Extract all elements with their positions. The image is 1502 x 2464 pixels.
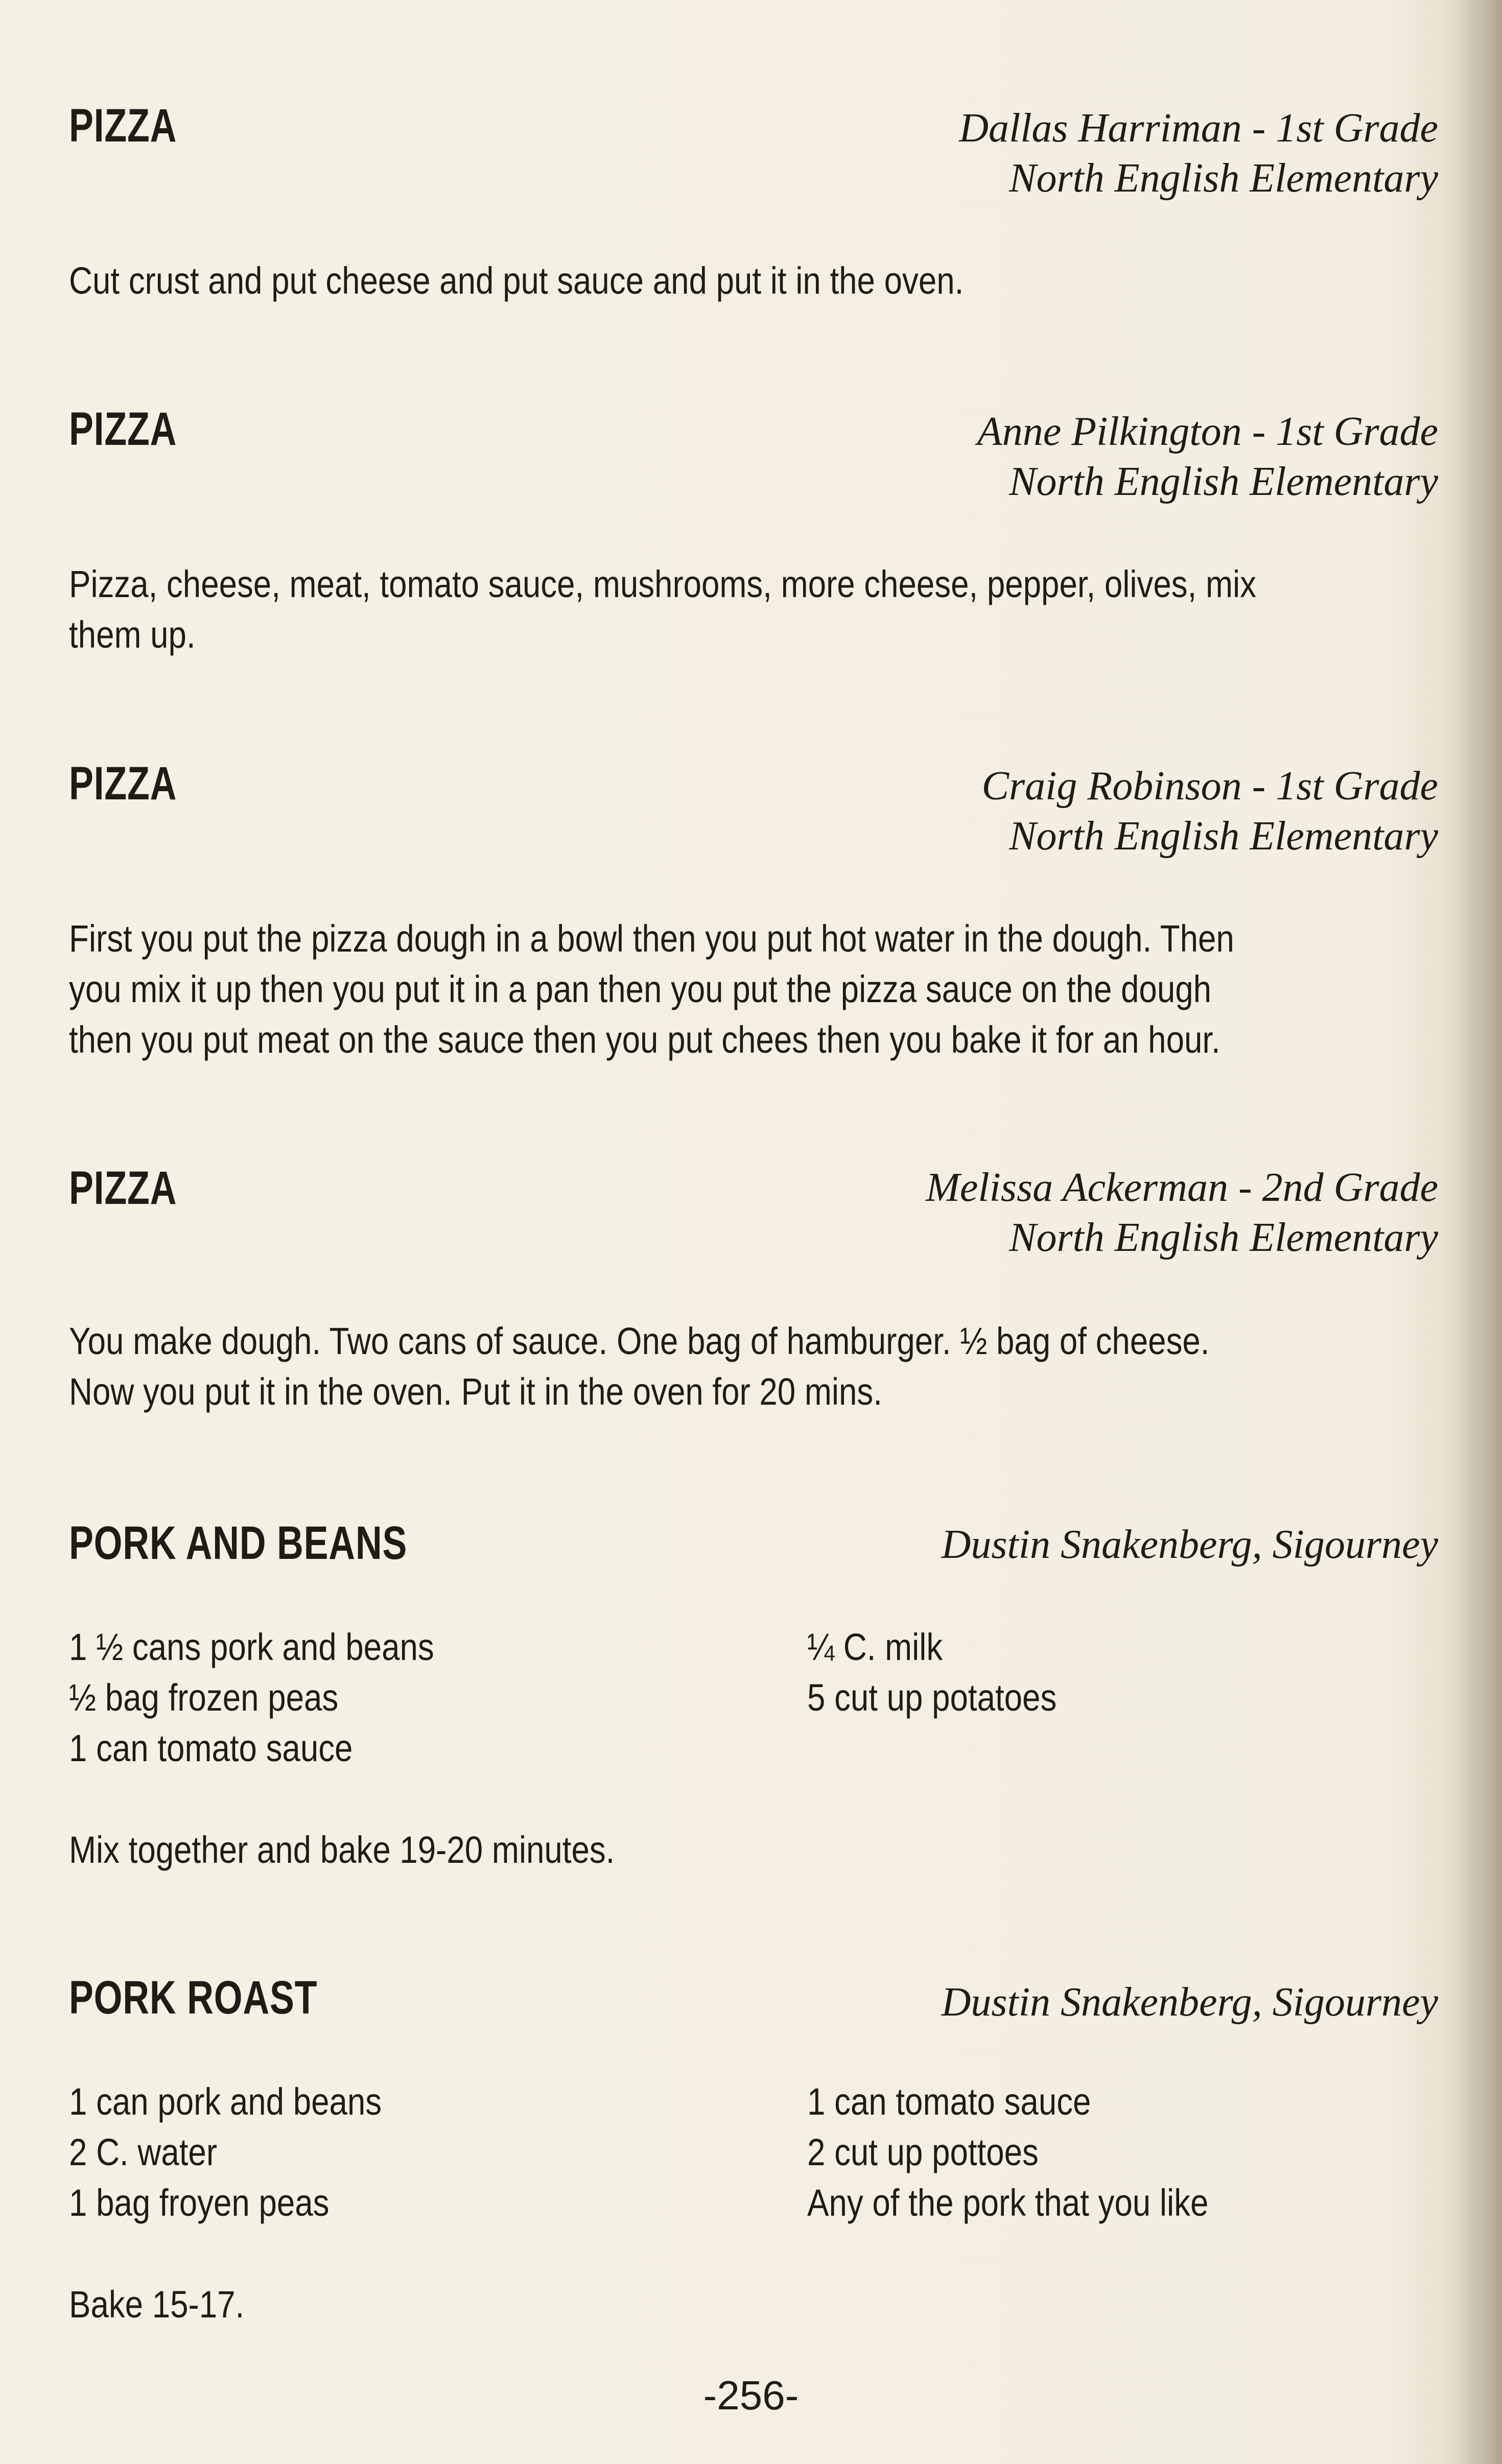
ingredient-item: 1 ½ cans pork and beans [69, 1626, 434, 1668]
recipe-author [982, 761, 1438, 861]
ingredients-right-column [807, 1622, 1097, 1723]
author-name: Melissa Ackerman - 2nd Grade [926, 1165, 1438, 1210]
instruction-line: them up. [69, 613, 196, 656]
instruction-line: you mix it up then you put it in a pan then you put the pizza sauce on the dough [69, 968, 1212, 1010]
author-school: North English Elementary [1009, 156, 1438, 201]
instruction-line: First you put the pizza dough in a bowl then you put hot water in the dough. Then [69, 917, 1234, 960]
recipe-author [926, 1163, 1438, 1263]
instruction-line: You make dough. Two cans of sauce. One bag of hamburger. ½ bag of cheese. [69, 1320, 1210, 1362]
recipe-author [942, 1977, 1438, 2027]
page-binding-shadow [1456, 0, 1502, 2464]
author-name: Anne Pilkington - 1st Grade [977, 409, 1438, 454]
ingredient-item: 1 can pork and beans [69, 2080, 382, 2123]
page-number: -256- [703, 2373, 799, 2418]
ingredient-item: Any of the pork that you like [807, 2182, 1209, 2224]
recipe-instructions [69, 2279, 1438, 2330]
ingredients-right-column [807, 2076, 1274, 2228]
recipe-title: PIZZA [69, 1162, 177, 1214]
recipe-author [959, 103, 1438, 203]
ingredient-item: 2 C. water [69, 2131, 218, 2173]
recipe-title: PIZZA [69, 403, 177, 455]
recipe-instructions [69, 1316, 1438, 1417]
recipe-instructions [69, 913, 1438, 1065]
instruction-line: then you put meat on the sauce then you put chees then you bake it for an hour. [69, 1018, 1221, 1061]
author-name: Dustin Snakenberg, Sigourney [941, 1980, 1438, 2025]
ingredient-item: 2 cut up pottoes [807, 2131, 1039, 2173]
recipe-title: PORK AND BEANS [69, 1517, 408, 1569]
instruction-line: Now you put it in the oven. Put it in the oven for 20 mins. [69, 1370, 882, 1413]
instruction-line: Pizza, cheese, meat, tomato sauce, mushrooms, more cheese, pepper, olives, mix [69, 563, 1256, 605]
author-school: North English Elementary [1009, 1215, 1438, 1260]
recipe-instructions [69, 255, 1438, 306]
instruction-line: Cut crust and put cheese and put sauce and put it in the oven. [69, 259, 964, 302]
recipe-title: PORK ROAST [69, 1972, 318, 2024]
author-school: North English Elementary [1009, 814, 1438, 859]
ingredients-left-column [69, 1622, 494, 1773]
ingredient-item: ½ bag frozen peas [69, 1676, 339, 1719]
author-name: Craig Robinson - 1st Grade [981, 764, 1438, 809]
ingredient-item: 1 bag froyen peas [69, 2182, 330, 2224]
instruction-line: Mix together and bake 19-20 minutes. [69, 1829, 615, 1871]
instruction-line: Bake 15-17. [69, 2283, 245, 2326]
recipe-title: PIZZA [69, 100, 177, 152]
author-school: North English Elementary [1009, 459, 1438, 504]
recipe-title: PIZZA [69, 757, 177, 810]
ingredient-item: 1 can tomato sauce [807, 2080, 1091, 2123]
recipe-instructions [69, 1825, 1438, 1875]
recipe-author [977, 407, 1438, 507]
ingredient-item: 1 can tomato sauce [69, 1727, 353, 1769]
author-name: Dallas Harriman - 1st Grade [959, 106, 1438, 151]
ingredient-item: ¼ C. milk [807, 1626, 943, 1668]
ingredients-left-column [69, 2076, 433, 2228]
author-name: Dustin Snakenberg, Sigourney [941, 1522, 1438, 1567]
recipe-instructions [69, 559, 1438, 660]
recipe-author [942, 1520, 1438, 1570]
ingredient-item: 5 cut up potatoes [807, 1676, 1057, 1719]
